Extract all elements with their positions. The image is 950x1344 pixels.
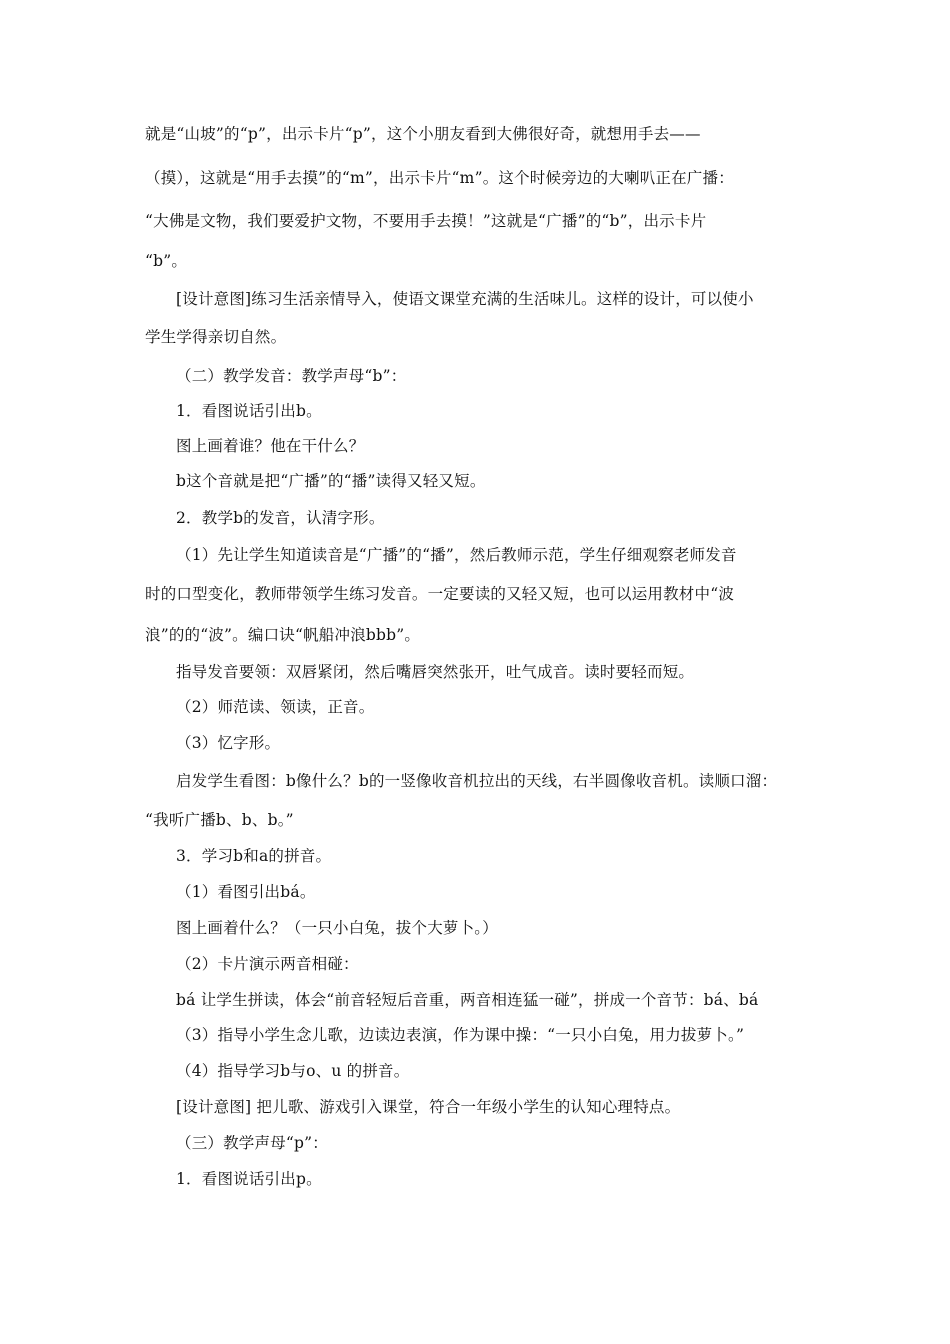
step-heading: 2．教学b的发音，认清字形。 <box>176 509 385 527</box>
paragraph-line: “b”。 <box>145 252 188 270</box>
paragraph-line: b这个音就是把“广播”的“播”读得又轻又短。 <box>176 472 486 490</box>
step-heading: 3．学习b和a的拼音。 <box>176 847 332 865</box>
design-intent-line: [设计意图]练习生活亲情导入，使语文课堂充满的生活味儿。这样的设计，可以使小 <box>176 290 754 308</box>
section-heading: （二）教学发音：教学声母“b”： <box>176 367 407 385</box>
paragraph-line: “我听广播b、b、b。” <box>145 811 294 829</box>
paragraph-line: （3）忆字形。 <box>176 734 281 752</box>
paragraph-line: bá 让学生拼读，体会“前音轻短后音重，两音相连猛一碰”，拼成一个音节：bá、bá <box>176 991 759 1009</box>
paragraph-line: 指导发音要领：双唇紧闭，然后嘴唇突然张开，吐气成音。读时要轻而短。 <box>176 663 695 681</box>
paragraph-line: （3）指导小学生念儿歌，边读边表演，作为课中操：“一只小白兔，用力拔萝卜。” <box>176 1026 745 1044</box>
paragraph-line: 图上画着谁？他在干什么？ <box>176 437 365 455</box>
paragraph-line: （摸），这就是“用手去摸”的“m”，出示卡片“m”。这个时候旁边的大喇叭正在广播： <box>145 169 734 187</box>
paragraph-line: 启发学生看图：b像什么？b的一竖像收音机拉出的天线，右半圆像收音机。读顺口溜： <box>176 772 778 790</box>
paragraph-line: “大佛是文物，我们要爱护文物，不要用手去摸！”这就是“广播”的“b”，出示卡片 <box>145 212 707 230</box>
step-heading: 1．看图说话引出p。 <box>176 1170 322 1188</box>
paragraph-line: 学生学得亲切自然。 <box>145 328 287 346</box>
paragraph-line: （2）卡片演示两音相碰： <box>176 955 359 973</box>
paragraph-line: （1）先让学生知道读音是“广播”的“播”，然后教师示范，学生仔细观察老师发音 <box>176 546 737 564</box>
design-intent-line: [设计意图] 把儿歌、游戏引入课堂，符合一年级小学生的认知心理特点。 <box>176 1098 681 1116</box>
paragraph-line: 图上画着什么？（一只小白兔，拔个大萝卜。） <box>176 919 498 937</box>
paragraph-line: 时的口型变化，教师带领学生练习发音。一定要读的又轻又短，也可以运用教材中“波 <box>145 585 735 603</box>
paragraph-line: （2）师范读、领读，正音。 <box>176 698 375 716</box>
section-heading: （三）教学声母“p”： <box>176 1134 328 1152</box>
paragraph-line: 就是“山坡”的“p”，出示卡片“p”，这个小朋友看到大佛很好奇，就想用手去—— <box>145 125 701 143</box>
paragraph-line: （1）看图引出bá。 <box>176 883 316 901</box>
step-heading: 1．看图说话引出b。 <box>176 402 322 420</box>
paragraph-line: （4）指导学习b与o、u 的拼音。 <box>176 1062 410 1080</box>
paragraph-line: 浪”的的“波”。编口诀“帆船冲浪bbb”。 <box>145 626 421 644</box>
